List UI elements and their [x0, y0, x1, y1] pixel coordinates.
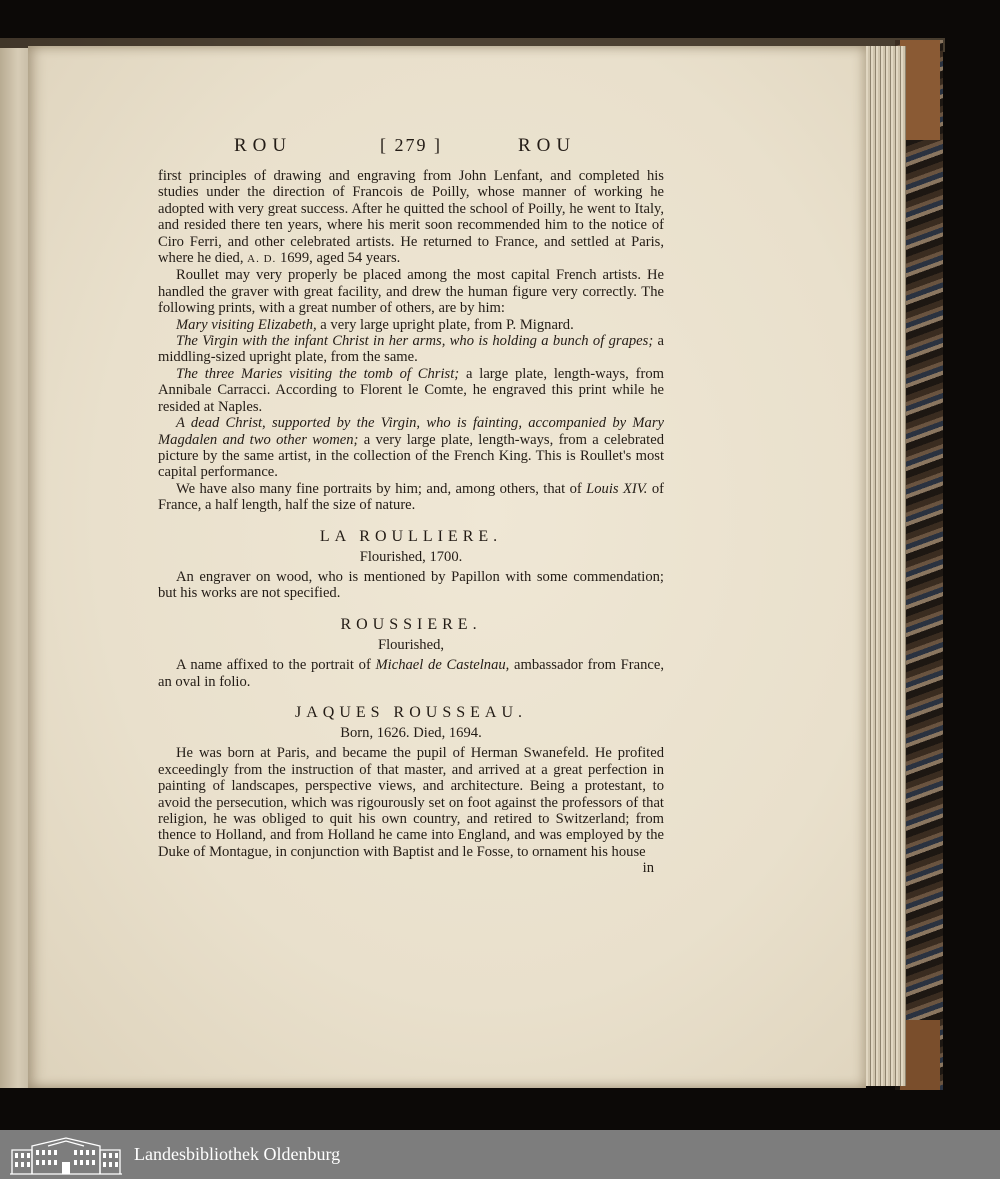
page-number: [ 279 ]	[380, 135, 442, 155]
library-building-icon	[8, 1134, 124, 1176]
catchword: in	[642, 860, 654, 877]
page-text	[158, 168, 664, 877]
print-entry: The three Maries visiting the tomb of Christ; a large plate, length-ways, from Annibale Carracci. According to Florent le Comte, he engraved this print while he resided at Naples.	[158, 365, 664, 415]
paragraph: We have also many fine portraits by him; and, among others, that of Louis XIV. of France, a half length, half the size of nature.	[158, 480, 664, 514]
library-name: Landesbibliothek Oldenburg	[134, 1144, 341, 1164]
cover-leather-corner	[900, 40, 940, 140]
facing-page-edge	[0, 48, 30, 1088]
section-heading: LA ROULLIERE.	[319, 527, 503, 545]
print-title: Mary visiting Elizabeth,	[176, 316, 317, 333]
running-head-right: ROU	[518, 135, 577, 156]
anno-domini: A. D.	[247, 253, 277, 266]
paragraph: An engraver on wood, who is mentioned by Papillon with some commendation; but his works are not specified.	[158, 568, 664, 602]
print-entry: Mary visiting Elizabeth, a very large upright plate, from P. Mignard.	[176, 316, 574, 333]
portrait-title: Louis XIV.	[586, 480, 648, 497]
running-head	[234, 135, 604, 161]
viewer-footer	[0, 1130, 1000, 1179]
print-entry: A dead Christ, supported by the Virgin, who is fainting, accompanied by Mary Magdalen and two other women; a very large plate, length-ways, from a celebrated picture by the same artist, in the collection of the French King. This is Roullet's most capital performance.	[158, 415, 664, 481]
section-heading: ROUSSIERE.	[340, 615, 482, 633]
paragraph: He was born at Paris, and became the pupil of Herman Swanefeld. He profited exceedingly from the instruction of that master, and arrived at a great perfection in painting of landscapes, perspective views, and architecture. Being a protestant, to avoid the persecution, which was rigourously set on foot against the professors of that religion, he was obliged to quit his own country, and retired to Switzerland; from thence to Holland, and from Holland he came into England, and was employed by the Duke of Montague, in conjunction with Baptist and le Fosse, to ornament his house	[158, 745, 664, 860]
section-subheading: Born, 1626. Died, 1694.	[340, 724, 482, 741]
section-subheading: Flourished, 1700.	[359, 548, 463, 565]
print-title: A dead Christ, supported by the Virgin, who is fainting, accompanied by Mary Magdalen and two other women;	[158, 415, 664, 448]
portrait-title: Michael de Castelnau,	[375, 657, 510, 674]
cover-leather-corner-bottom	[900, 1020, 940, 1090]
paragraph: Roullet may very properly be placed among the most capital French artists. He handled the graver with great facility, and drew the human figure very correctly. The following prints, with a great number of others, are by him:	[158, 267, 664, 317]
section-subheading: Flourished,	[377, 636, 445, 653]
paragraph: first principles of drawing and engraving from John Lenfant, and completed his studies under the direction of Francois de Poilly, whose manner of working he adopted with very great success. After he quitted the school of Poilly, he went to Italy, and resided there ten years, where his merit soon recommended him to the notice of Ciro Ferri, and other celebrated artists. He returned to France, and settled at Paris, where he died, A. D. 1699, aged 54 years.	[158, 168, 664, 267]
print-entry: The Virgin with the infant Christ in her arms, who is holding a bunch of grapes; a middling-sized upright plate, from the same.	[158, 333, 664, 366]
print-title: The Virgin with the infant Christ in her arms, who is holding a bunch of grapes;	[176, 333, 654, 350]
running-head-left: ROU	[234, 135, 293, 156]
section-heading: JAQUES ROUSSEAU.	[294, 703, 528, 721]
paragraph: A name affixed to the portrait of Michael de Castelnau, ambassador from France, an oval in folio.	[158, 657, 665, 690]
print-title: The three Maries visiting the tomb of Christ;	[176, 365, 460, 382]
